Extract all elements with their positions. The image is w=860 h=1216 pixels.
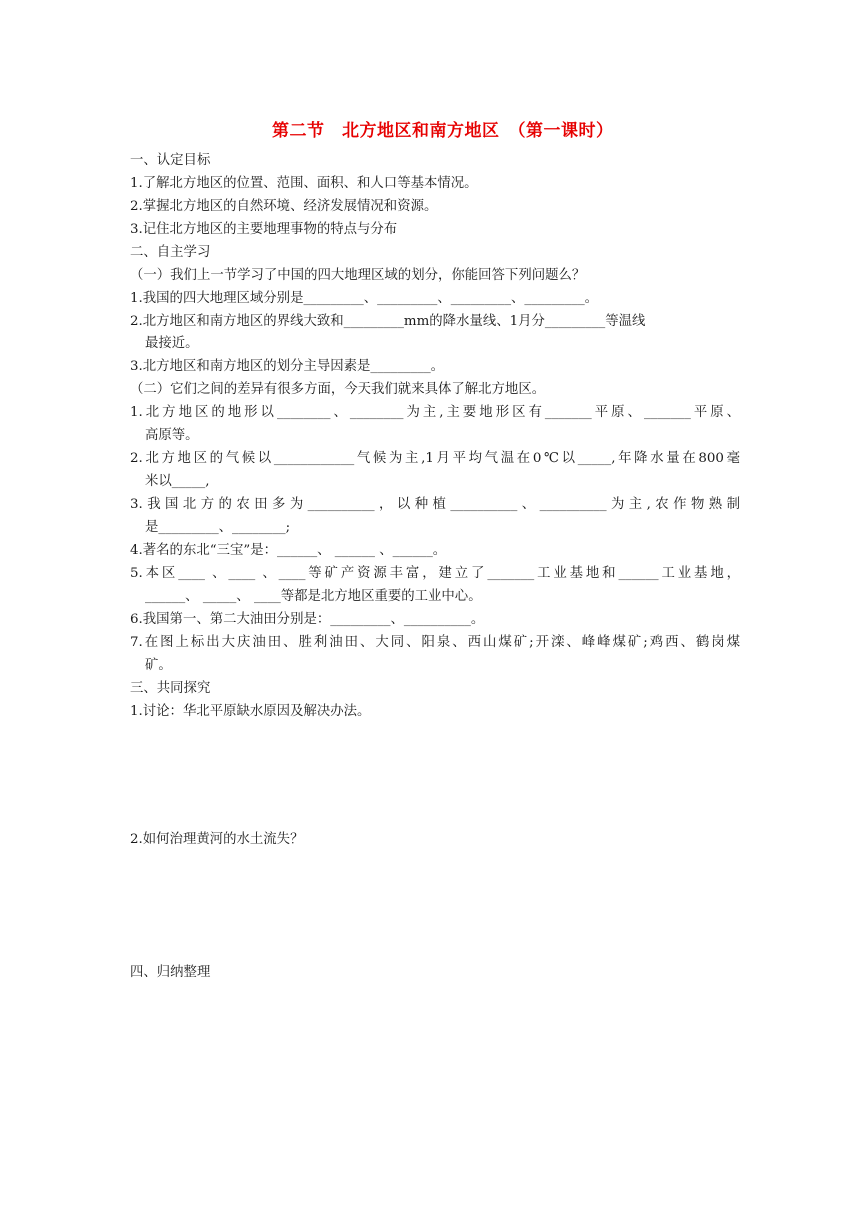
question-line: 7.在图上标出大庆油田、胜利油田、大同、阳泉、西山煤矿;开滦、峰峰煤矿;鸡西、鹤岗煤 bbox=[130, 635, 740, 650]
goal-item: 3.记住北方地区的主要地理事物的特点与分布 bbox=[130, 222, 398, 237]
question-continuation: 是_________、________; bbox=[145, 520, 291, 535]
discussion-item: 1.讨论：华北平原缺水原因及解决办法。 bbox=[130, 704, 371, 719]
section-heading-self-study: 二、自主学习 bbox=[130, 245, 211, 260]
page-title: 第二节 北方地区和南方地区 （第一课时） bbox=[272, 121, 614, 141]
question-line: 4.著名的东北“三宝”是：______、 ______ 、______。 bbox=[130, 543, 447, 558]
question-continuation: 矿。 bbox=[145, 658, 172, 673]
question-line: 3.我国北方的农田多为__________，以种植__________、__________为主,农作物熟制 bbox=[130, 497, 740, 512]
subsection-heading: （二）它们之间的差异有很多方面，今天我们就来具体了解北方地区。 bbox=[130, 382, 546, 397]
question-continuation: ______、 _____、 ____等都是北方地区重要的工业中心。 bbox=[145, 589, 482, 604]
question-line: 2.北方地区的气候以____________气候为主,1月平均气温在0℃以_____,年降水量在800毫 bbox=[130, 451, 740, 466]
section-heading-summary: 四、归纳整理 bbox=[130, 965, 211, 980]
question-line: 1.北方地区的地形以________、________为主,主要地形区有_______平原、_______平原、 bbox=[130, 405, 740, 420]
question-line: 6.我国第一、第二大油田分别是：_________、__________。 bbox=[130, 612, 485, 627]
subsection-heading: （一）我们上一节学习了中国的四大地理区域的划分，你能回答下列问题么？ bbox=[130, 268, 586, 283]
section-heading-explore: 三、共同探究 bbox=[130, 681, 211, 696]
section-heading-goals: 一、认定目标 bbox=[130, 153, 211, 168]
goal-item: 2.掌握北方地区的自然环境、经济发展情况和资源。 bbox=[130, 199, 438, 214]
question-line: 3.北方地区和南方地区的划分主导因素是_________。 bbox=[130, 359, 445, 374]
goal-item: 1.了解北方地区的位置、范围、面积、和人口等基本情况。 bbox=[130, 176, 478, 191]
question-line: 2.北方地区和南方地区的界线大致和_________mm的降水量线、1月分_________等温线 bbox=[130, 314, 646, 329]
discussion-item: 2.如何治理黄河的水土流失？ bbox=[130, 832, 304, 847]
question-continuation: 米以_____, bbox=[145, 474, 210, 489]
question-continuation: 最接近。 bbox=[145, 336, 199, 351]
question-line: 1.我国的四大地理区域分别是_________、_________、_________、_________。 bbox=[130, 291, 599, 306]
question-line: 5.本区____ 、____ 、____等矿产资源丰富，建立了_______工业基地和______工业基地， bbox=[130, 566, 740, 581]
question-continuation: 高原等。 bbox=[145, 428, 199, 443]
